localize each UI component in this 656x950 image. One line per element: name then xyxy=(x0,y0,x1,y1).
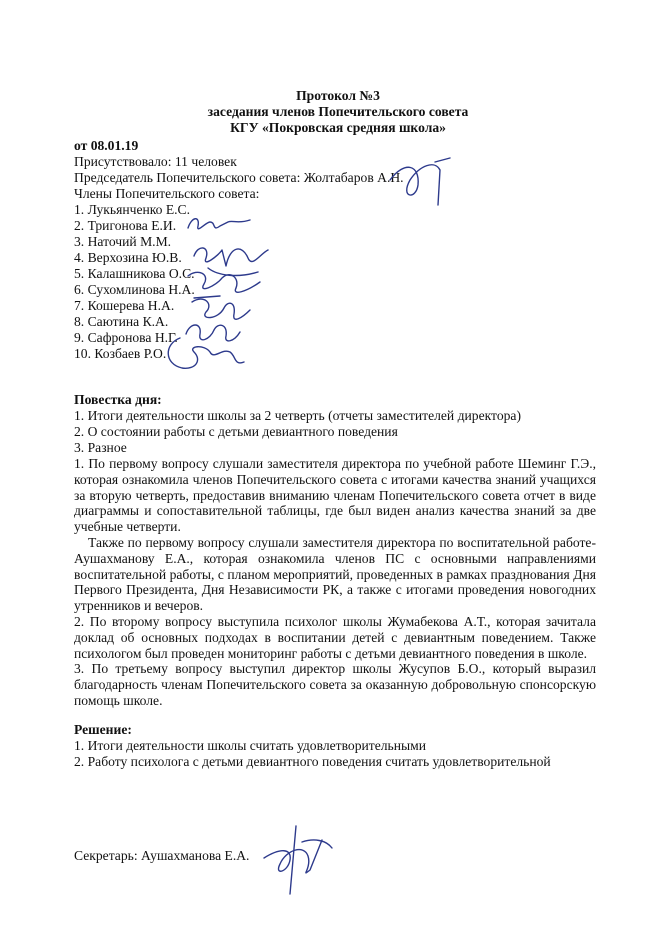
member-item: 5. Калашникова О.С. xyxy=(74,266,195,281)
agenda-heading: Повестка дня: xyxy=(74,392,162,407)
protocol-subtitle: заседания членов Попечительского совета xyxy=(207,103,469,119)
decision-item: 2. Работу психолога с детьми девиантного поведения считать удовлетворительной xyxy=(74,754,551,769)
decision-heading: Решение: xyxy=(74,722,132,737)
document-header xyxy=(0,88,656,135)
protocol-title: Протокол №3 xyxy=(296,88,380,103)
discussion-section xyxy=(74,456,596,709)
decision-item: 1. Итоги деятельности школы считать удовлетворительными xyxy=(74,738,427,753)
meeting-date: от 08.01.19 xyxy=(74,138,139,153)
secretary-signature xyxy=(250,820,340,900)
member-item: 10. Козбаев Р.О. xyxy=(74,346,167,361)
member-item: 3. Наточий М.М. xyxy=(74,234,172,249)
member-item: 7. Кошерева Н.А. xyxy=(74,298,175,313)
school-name: КГУ «Покровская средняя школа» xyxy=(230,119,446,135)
chairman-signature xyxy=(380,150,460,210)
discussion-paragraph: 2. По второму вопросу выступила психолог школы Жумабекова А.Т., которая зачитала доклад об основных подходах в воспитании детей с девиантным поведением. Также психологом был проведен мониторинг работы с детьми девиантного поведения в школе. xyxy=(74,613,596,661)
member-item: 1. Лукьянченко Е.С. xyxy=(74,202,191,217)
discussion-paragraph: 3. По третьему вопросу выступил директор школы Жусупов Б.О., который выразил благодарность членам Попечительского совета за оказанную добровольную спонсорскую помощь школе. xyxy=(74,661,596,708)
agenda-item: 2. О состоянии работы с детьми девиантного поведения xyxy=(74,424,398,439)
member-signature xyxy=(160,330,250,374)
discussion-paragraph: 1. По первому вопросу слушали заместителя директора по учебной работе Шеминг Г.Э., которая ознакомила членов Попечительского совета с итогами качества знаний учащихся за вторую четверть, предоставив вниманию членам Попечительского совета отчет в виде диаграммы и сопоставительной таблицы, где был виден анализ качества знаний за две учебные четверти. xyxy=(74,456,596,535)
agenda-item: 3. Разное xyxy=(74,440,127,455)
attendance-count: Присутствовало: 11 человек xyxy=(74,154,237,169)
member-item: 6. Сухомлинова Н.А. xyxy=(74,282,195,297)
chairman-line: Председатель Попечительского совета: Жолтабаров А.Н. xyxy=(74,170,404,185)
member-item: 4. Верхозина Ю.В. xyxy=(74,250,182,265)
member-item: 9. Сафронова Н.Г. xyxy=(74,330,178,345)
members-heading: Члены Попечительского совета: xyxy=(74,186,260,201)
discussion-paragraph: Также по первому вопросу слушали заместителя директора по воспитательной работе- Аушахманову Е.А., которая ознакомила членов ПС с основными направлениями воспитательной работы, с планом мероприятий, проведенных в рамках празднования Дня Первого Президента, Дня Независимости РК, а также с итогами проведения новогодних утренников и вечеров. xyxy=(74,534,596,614)
agenda-item: 1. Итоги деятельности школы за 2 четверть (отчеты заместителей директора) xyxy=(74,408,521,423)
member-item: 8. Саютина К.А. xyxy=(74,314,169,329)
member-item: 2. Тригонова Е.И. xyxy=(74,218,177,233)
secretary-line: Секретарь: Аушахманова Е.А. xyxy=(74,848,250,863)
